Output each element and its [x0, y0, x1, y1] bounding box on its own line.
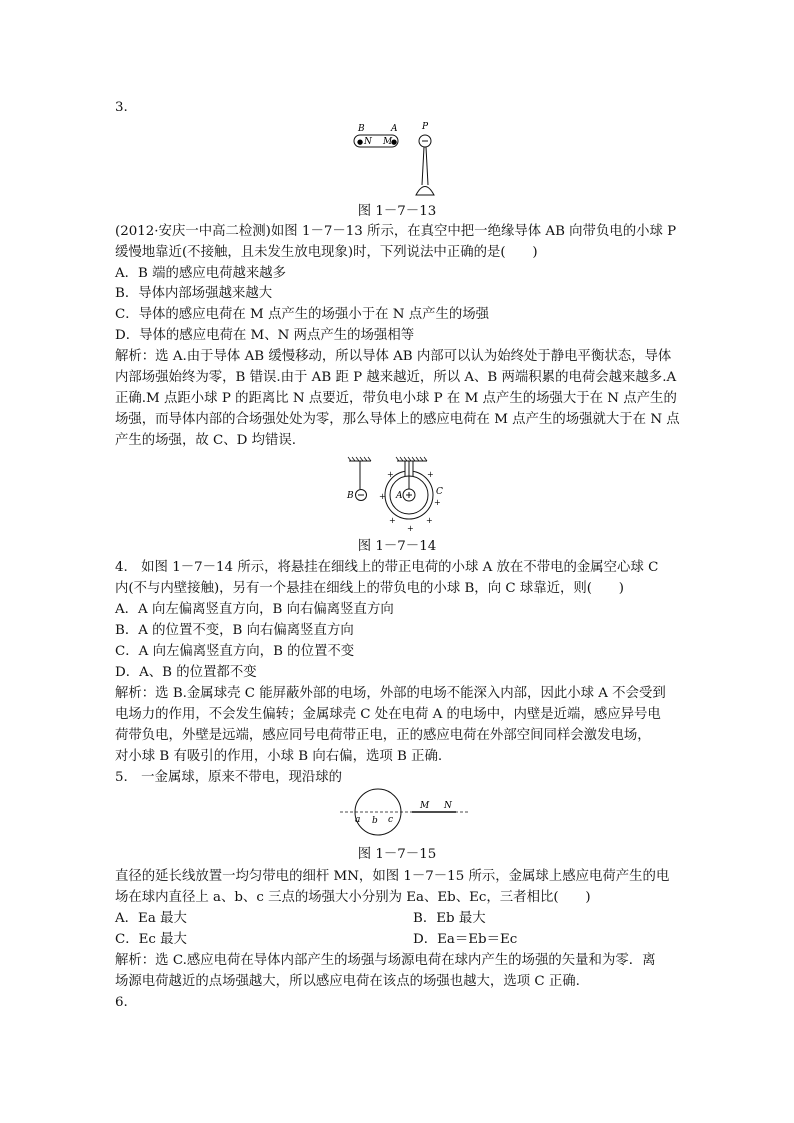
figure-13-caption: 图 1－7－13 — [357, 204, 437, 219]
fig14-label-C: C — [436, 487, 443, 497]
q4-analysis-line-2: 电场力的作用，不会发生偏转；金属球壳 C 处在电荷 A 的电场中，内壁是近端，感应异号电 — [115, 707, 661, 722]
q5-stem-first: 5. 一金属球，原来不带电，现沿球的 — [115, 770, 343, 785]
fig13-dot-left: ● — [357, 138, 364, 146]
q5-option-b: B．Eb 最大 — [413, 911, 486, 926]
fig13-label-N: N — [364, 137, 372, 147]
svg-text:+: + — [434, 498, 441, 507]
fig13-label-A: A — [391, 124, 398, 134]
q3-analysis-line-3: 正确.M 点距小球 P 的距离比 N 点要近，带负电小球 P 在 M 点产生的场强大于在 N 点产生的 — [115, 391, 677, 406]
q5-option-a: A．Ea 最大 — [115, 911, 187, 926]
q3-option-b: B．导体内部场强越来越大 — [115, 286, 273, 301]
q3-analysis-line-1: 解析：选 A.由于导体 AB 缓慢移动，所以导体 AB 内部可以认为始终处于静电平衡状态，导体 — [115, 349, 672, 364]
q5-option-d: D．Ea＝Eb＝Ec — [413, 932, 518, 947]
q5-stem-line-1: 直径的延长线放置一均匀带电的细杆 MN，如图 1－7－15 所示，金属球上感应电荷产生的电 — [115, 869, 670, 884]
q3-option-a: A．B 端的感应电荷越来越多 — [115, 266, 287, 281]
fig13-label-P: P — [422, 122, 429, 132]
q4-stem-line-1: 4. 如图 1－7－14 所示，将悬挂在细线上的带正电荷的小球 A 放在不带电的金属空心球 C — [115, 560, 659, 575]
q3-analysis-line-4: 场强，而导体内部的合场强处处为零，那么导体上的感应电荷在 M 点产生的场强就大于在 N 点 — [115, 412, 680, 427]
fig14-label-B: B — [347, 491, 354, 501]
figure-1-7-13 — [350, 118, 450, 198]
svg-text:+: + — [426, 516, 433, 525]
fig14-label-A: A — [396, 491, 403, 501]
q4-option-a: A．A 向左偏离竖直方向，B 向右偏离竖直方向 — [115, 602, 394, 617]
q4-analysis-line-4: 对小球 B 有吸引的作用，小球 B 向右偏，选项 B 正确. — [115, 749, 443, 764]
figure-15-caption: 图 1－7－15 — [357, 847, 437, 862]
q3-stem-line-2: 缓慢地靠近(不接触，且未发生放电现象)时，下列说法中正确的是( ) — [115, 245, 538, 260]
fig15-label-c: c — [388, 815, 394, 825]
fig15-label-a: a — [355, 815, 361, 825]
figure-14-caption: 图 1－7－14 — [357, 539, 437, 554]
q3-option-c: C．导体的感应电荷在 M 点产生的场强小于在 N 点产生的场强 — [115, 307, 490, 322]
figure-1-7-15 — [340, 788, 470, 838]
question-3-number: 3. — [115, 100, 128, 115]
q4-analysis-line-3: 荷带负电，外壁是远端，感应同号电荷带正电，正的感应电荷在外部空间同样会激发电场， — [115, 728, 651, 743]
q4-option-c: C．A 向左偏离竖直方向，B 的位置不变 — [115, 644, 355, 659]
q5-analysis-line-1: 解析：选 C.感应电荷在导体内部产生的场强与场源电荷在球内产生的场强的矢量和为零．离 — [115, 953, 656, 968]
q3-analysis-line-5: 产生的场强，故 C、D 均错误. — [115, 433, 297, 448]
q3-option-d: D．导体的感应电荷在 M、N 两点产生的场强相等 — [115, 328, 415, 343]
q4-stem-line-2: 内(不与内壁接触)，另有一个悬挂在细线上的带负电的小球 B，向 C 球靠近，则( ) — [115, 581, 625, 596]
q5-option-c: C．Ec 最大 — [115, 932, 187, 947]
fig15-label-b: b — [372, 816, 378, 826]
fig13-dot-right: ● — [391, 138, 398, 146]
q3-analysis-line-2: 内部场强始终为零，B 错误.由于 AB 距 P 越来越近，所以 A、B 两端积累的电荷会越来越多.A — [115, 370, 677, 385]
fig13-label-B: B — [358, 124, 365, 134]
fig15-label-N: N — [444, 801, 452, 811]
svg-text:+: + — [379, 492, 386, 501]
figure-1-7-14 — [345, 455, 455, 533]
svg-text:+: + — [389, 516, 396, 525]
q5-analysis-line-2: 场源电荷越近的点场强越大，所以感应电荷在该点的场强也越大，选项 C 正确. — [115, 974, 580, 989]
q5-stem-line-2: 场在球内直径上 a、b、c 三点的场强大小分别为 Ea、Eb、Ec，三者相比( ) — [115, 890, 591, 905]
svg-text:+: + — [407, 524, 414, 533]
svg-text:+: + — [387, 470, 394, 479]
q3-stem-line-1: (2012·安庆一中高二检测)如图 1－7－13 所示，在真空中把一绝缘导体 AB 向带负电的小球 P — [115, 224, 677, 239]
q4-analysis-line-1: 解析：选 B.金属球壳 C 能屏蔽外部的电场，外部的电场不能深入内部，因此小球 A 不会受到 — [115, 686, 666, 701]
q4-option-d: D．A、B 的位置都不变 — [115, 665, 257, 680]
fig15-label-M: M — [420, 801, 430, 811]
q4-option-b: B．A 的位置不变，B 向右偏离竖直方向 — [115, 623, 354, 638]
fig13-label-M: M — [383, 137, 393, 147]
svg-text:+: + — [427, 470, 434, 479]
question-6-number: 6. — [115, 995, 128, 1010]
